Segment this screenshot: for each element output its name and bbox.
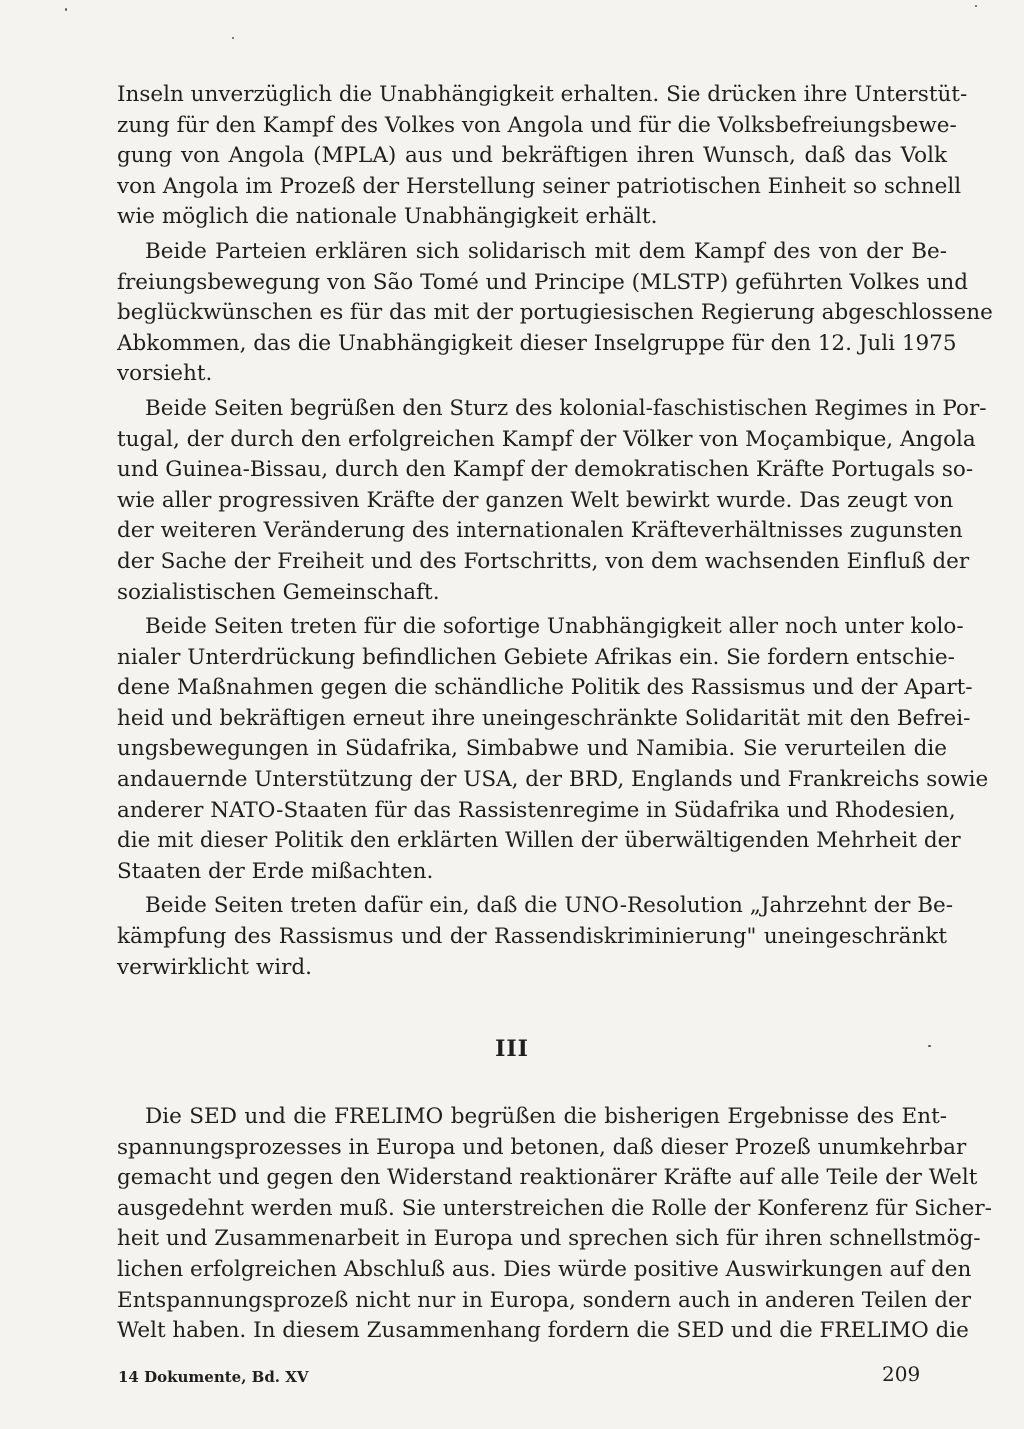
text-line: dene Maßnahmen gegen die schändliche Politik des Rassismus und der Apart- <box>117 675 973 701</box>
body-text-bottom <box>117 1102 992 1347</box>
text-line: beglückwünschen es für das mit der portugiesischen Regierung abgeschlossene <box>117 300 993 326</box>
text-line: anderer NATO-Staaten für das Rassistenregime in Südafrika und Rhodesien, <box>117 797 956 823</box>
text-line: und Guinea-Bissau, durch den Kampf der demokratischen Kräfte Portugals so- <box>117 457 974 483</box>
paragraph <box>117 891 954 983</box>
text-line: wie möglich die nationale Unabhängigkeit erhält. <box>117 204 658 230</box>
text-line: der Sache der Freiheit und des Fortschritts, von dem wachsenden Einfluß der <box>117 548 970 574</box>
text-line: zung für den Kampf des Volkes von Angola und für die Volksbefreiungsbewe- <box>117 112 957 138</box>
text-line: Staaten der Erde mißachten. <box>117 858 434 884</box>
text-line: der weiteren Veränderung des internationalen Kräfteverhältnisses zugunsten <box>117 518 963 544</box>
paragraph <box>117 1102 992 1347</box>
text-line: Beide Parteien erklären sich solidarisch mit dem Kampf des von der Be- <box>145 238 947 264</box>
text-line: heit und Zusammenarbeit in Europa und sprechen sich für ihren schnellstmög- <box>117 1226 981 1252</box>
text-line: Die SED und die FRELIMO begrüßen die bisherigen Ergebnisse des Ent- <box>145 1104 947 1129</box>
scan-speck <box>232 37 234 39</box>
text-line: Beide Seiten begrüßen den Sturz des kolonial-faschistischen Regimes in Por- <box>145 395 987 421</box>
text-line: lichen erfolgreichen Abschluß aus. Dies würde positive Auswirkungen auf den <box>117 1256 972 1282</box>
text-line: sozialistischen Gemeinschaft. <box>117 579 440 605</box>
paragraph <box>117 394 987 608</box>
text-line: kämpfung des Rassismus und der Rassendiskriminierung" uneingeschränkt <box>117 924 947 950</box>
text-line: die mit dieser Politik den erklärten Willen der überwältigenden Mehrheit der <box>117 828 961 854</box>
section-heading: III <box>495 1036 529 1062</box>
text-line: gemacht und gegen den Widerstand reaktionärer Kräfte auf alle Teile der Welt <box>117 1165 978 1191</box>
scan-speck <box>975 5 977 7</box>
paragraph <box>117 80 968 233</box>
text-line: heid und bekräftigen erneut ihre uneingeschränkte Solidarität mit den Befrei- <box>117 705 971 731</box>
page-number: 209 <box>882 1362 921 1386</box>
scan-speck <box>65 8 67 11</box>
text-line: Inseln unverzüglich die Unabhängigkeit erhalten. Sie drücken ihre Unterstüt- <box>117 82 968 107</box>
body-text-top <box>117 80 993 983</box>
text-line: Welt haben. In diesem Zusammenhang fordern die SED und die FRELIMO die <box>117 1318 969 1344</box>
text-line: nialer Unterdrückung befindlichen Gebiete Afrikas ein. Sie fordern entschie- <box>117 644 955 670</box>
text-line: wie aller progressiven Kräfte der ganzen Welt bewirkt wurde. Das zeugt von <box>117 487 954 513</box>
text-line: tugal, der durch den erfolgreichen Kampf der Völker von Moçambique, Angola <box>117 426 976 452</box>
text-line: ungsbewegungen in Südafrika, Simbabwe und Namibia. Sie verurteilen die <box>117 736 947 762</box>
text-line: ausgedehnt werden muß. Sie unterstreichen die Rolle der Konferenz für Sicher- <box>117 1195 992 1221</box>
text-line: verwirklicht wird. <box>117 954 313 980</box>
text-line: von Angola im Prozeß der Herstellung seiner patriotischen Einheit so schnell <box>117 173 962 199</box>
paragraph <box>117 612 989 887</box>
signature-mark: 14 Dokumente, Bd. XV <box>118 1368 309 1386</box>
text-line: andauernde Unterstützung der USA, der BRD, Englands und Frankreichs sowie <box>117 767 989 793</box>
text-line: spannungsprozesses in Europa und betonen, daß dieser Prozeß unumkehrbar <box>117 1134 967 1160</box>
text-line: vorsieht. <box>117 361 213 387</box>
text-line: Abkommen, das die Unabhängigkeit dieser Inselgruppe für den 12. Juli 1975 <box>117 330 957 356</box>
paragraph <box>117 237 993 390</box>
text-line: Beide Seiten treten für die sofortige Unabhängigkeit aller noch unter kolo- <box>145 614 964 640</box>
text-line: freiungsbewegung von São Tomé und Principe (MLSTP) geführten Volkes und <box>117 269 968 295</box>
text-line: gung von Angola (MPLA) aus und bekräftigen ihren Wunsch, daß das Volk <box>117 143 947 169</box>
text-line: Entspannungsprozeß nicht nur in Europa, sondern auch in anderen Teilen der <box>117 1287 972 1313</box>
text-line: Beide Seiten treten dafür ein, daß die UNO-Resolution „Jahrzehnt der Be- <box>145 893 954 919</box>
